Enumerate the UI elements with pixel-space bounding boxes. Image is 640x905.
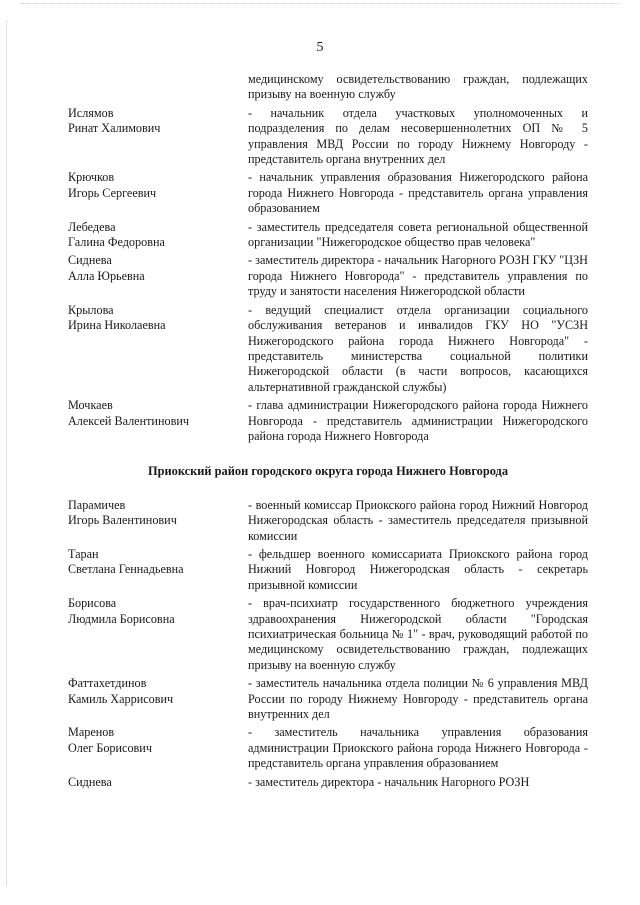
member-role: - заместитель начальника отдела полиции № 6 управления МВД России по городу Нижнему Новгороду - представитель органа внутренних дел bbox=[248, 676, 588, 722]
member-entry bbox=[68, 676, 588, 722]
members-list-bottom bbox=[68, 498, 588, 790]
member-name bbox=[68, 775, 248, 790]
member-role: - военный комиссар Приокского района город Нижний Новгород Нижегородская область - заместитель председателя призывной комиссии bbox=[248, 497, 588, 543]
member-role: - заместитель начальника управления образования администрации Приокского района города Нижнего Новгорода - представитель органа управления образованием bbox=[248, 725, 588, 771]
member-name bbox=[68, 547, 248, 593]
member-entry bbox=[68, 253, 588, 299]
member-given-names: Светлана Геннадьевна bbox=[68, 562, 184, 577]
member-given-names: Галина Федоровна bbox=[68, 235, 165, 250]
member-entry bbox=[68, 170, 588, 216]
page-number: 5 bbox=[316, 40, 324, 55]
member-entry bbox=[68, 725, 588, 771]
member-name bbox=[68, 725, 248, 771]
member-role: - заместитель директора - начальник Нагорного РОЗН bbox=[248, 774, 530, 789]
member-entry bbox=[68, 498, 588, 544]
member-surname: Ислямов bbox=[68, 105, 114, 120]
member-given-names: Игорь Валентинович bbox=[68, 513, 177, 528]
member-name bbox=[68, 398, 248, 444]
member-surname: Крылова bbox=[68, 302, 114, 317]
member-given-names: Олег Борисович bbox=[68, 740, 152, 755]
member-name bbox=[68, 498, 248, 544]
member-given-names: Алла Юрьевна bbox=[68, 268, 145, 283]
member-surname: Сиднева bbox=[68, 774, 112, 789]
continued-role-text: медицинскому освидетельствованию граждан, подлежащих призыву на военную службу bbox=[248, 72, 588, 102]
member-entry bbox=[68, 303, 588, 395]
member-role: - фельдшер военного комиссариата Приокского района город Нижний Новгород Нижегородская область - секретарь призывной комиссии bbox=[248, 546, 588, 592]
member-given-names: Игорь Сергеевич bbox=[68, 185, 157, 200]
member-surname: Парамичев bbox=[68, 497, 126, 512]
member-given-names: Ринат Халимович bbox=[68, 121, 161, 136]
member-surname: Фаттахетдинов bbox=[68, 676, 147, 691]
member-surname: Борисова bbox=[68, 596, 117, 611]
member-given-names: Людмила Борисовна bbox=[68, 611, 175, 626]
member-surname: Лебедева bbox=[68, 219, 116, 234]
member-name bbox=[68, 303, 248, 395]
scan-edge-top bbox=[20, 3, 620, 4]
member-given-names: Ирина Николаевна bbox=[68, 318, 166, 333]
scan-edge-left bbox=[6, 20, 7, 885]
member-role: - глава администрации Нижегородского района города Нижнего Новгорода - представитель администрации Нижегородского района города Нижнего Новгорода bbox=[248, 398, 588, 443]
member-name bbox=[68, 220, 248, 251]
member-entry bbox=[68, 398, 588, 444]
member-entry bbox=[68, 547, 588, 593]
section-heading: Приокский район городского округа города Нижнего Новгорода bbox=[147, 464, 509, 479]
member-surname: Маренов bbox=[68, 725, 115, 740]
member-entry bbox=[68, 596, 588, 673]
members-list-top bbox=[68, 106, 588, 445]
member-role: - заместитель председателя совета региональной общественной организации "Нижегородское общество прав человека" bbox=[248, 219, 588, 250]
member-surname: Крючков bbox=[68, 170, 115, 185]
member-role: - врач-психиатр государственного бюджетного учреждения здравоохранения Нижегородской области "Городская психиатрическая больница № 1" - врач, руководящий работой по медицинскому освидетельствованию граждан, подлежащих призыву на военную службу bbox=[248, 596, 588, 672]
member-surname: Таран bbox=[68, 546, 99, 561]
member-name bbox=[68, 170, 248, 216]
member-surname: Мочкаев bbox=[68, 398, 113, 413]
member-name bbox=[68, 676, 248, 722]
member-role: - начальник отдела участковых уполномоченных и подразделения по делам несовершеннолетних ОП № 5 управления МВД России по городу Нижнему Новгороду - представитель органа внутренних дел bbox=[248, 105, 588, 167]
member-entry bbox=[68, 220, 588, 251]
member-entry bbox=[68, 106, 588, 168]
member-given-names: Камиль Харрисович bbox=[68, 691, 174, 706]
member-surname: Сиднева bbox=[68, 253, 112, 268]
member-name bbox=[68, 253, 248, 299]
member-role: - ведущий специалист отдела организации социального обслуживания ветеранов и инвалидов ГКУ НО "УСЗН Нижегородского района города Нижнего Новгорода" - представитель министерства социальной политики Нижегородской области (в части вопросов, касающихся альтернативной гражданской службы) bbox=[248, 302, 588, 394]
member-given-names: Алексей Валентинович bbox=[68, 413, 189, 428]
member-role: - начальник управления образования Нижегородского района города Нижнего Новгорода - представитель органа управления образованием bbox=[248, 170, 588, 216]
member-role: - заместитель директора - начальник Нагорного РОЗН ГКУ "ЦЗН города Нижнего Новгорода" - представитель управления по труду и занятости населения Нижегородской области bbox=[248, 253, 588, 299]
document-body bbox=[68, 72, 588, 793]
member-entry bbox=[68, 775, 588, 790]
member-name bbox=[68, 596, 248, 673]
member-name bbox=[68, 106, 248, 168]
